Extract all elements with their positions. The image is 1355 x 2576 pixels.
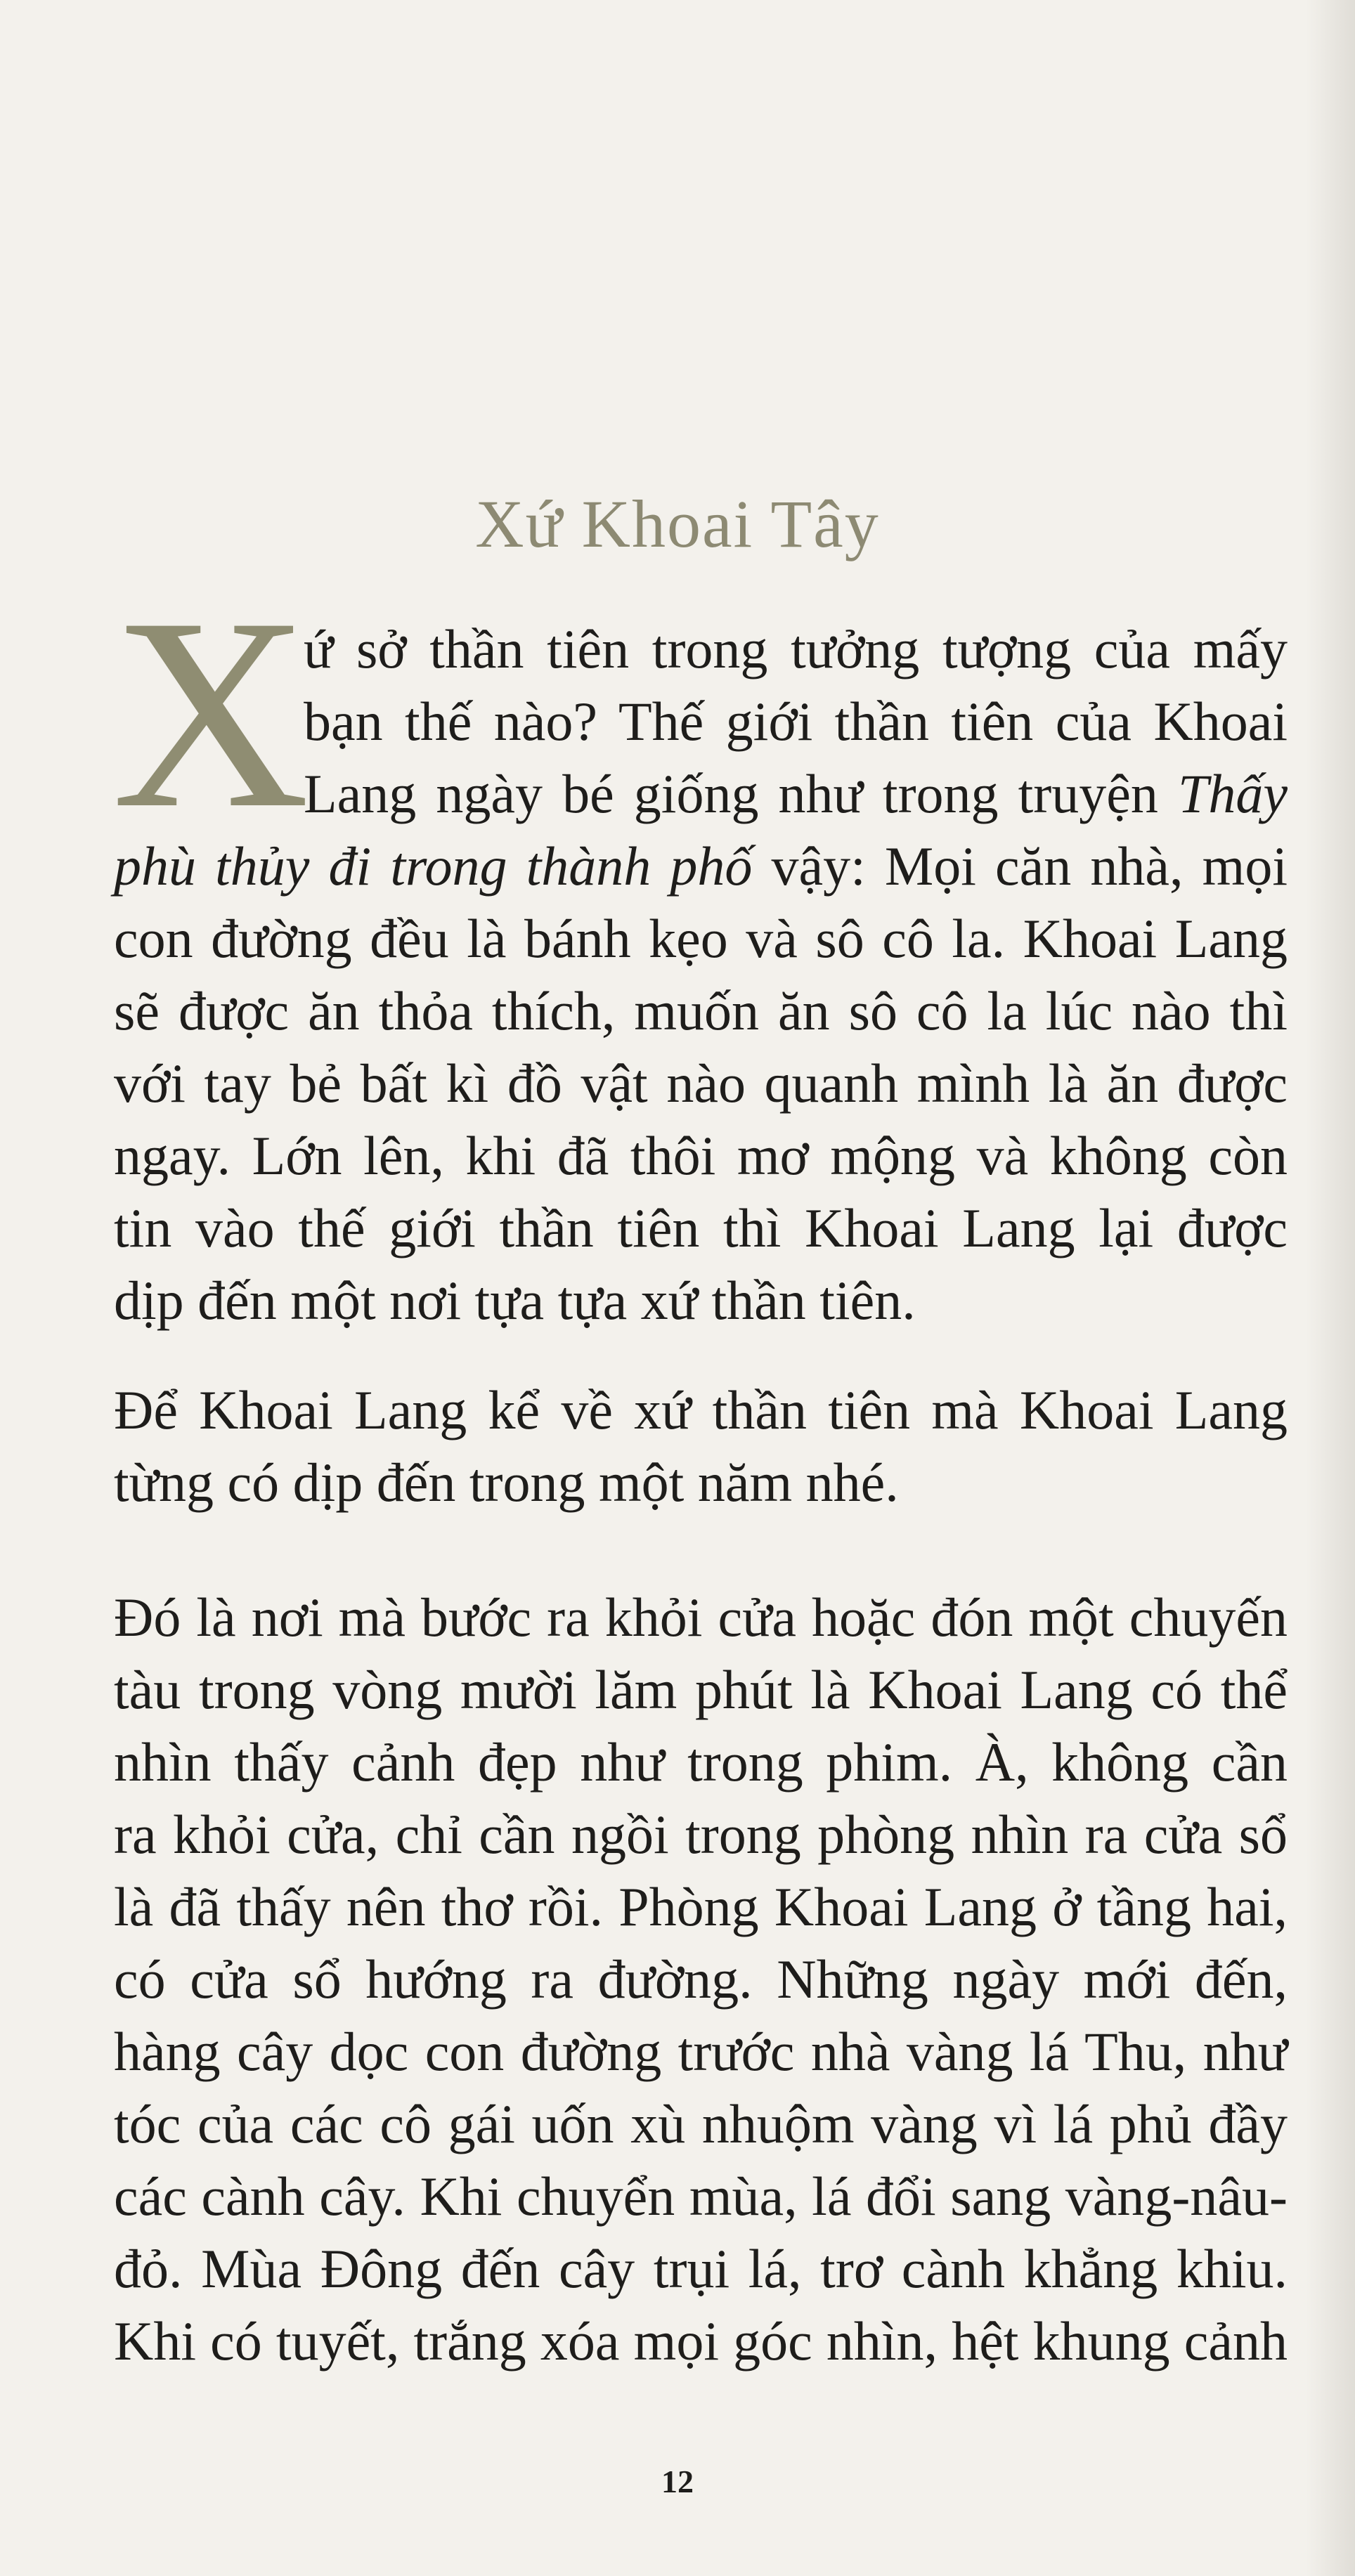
text-line: tàu trong vòng mười lăm phút là Khoai Lang có thể (114, 1659, 1288, 1720)
text-line: đỏ. Mùa Đông đến cây trụi lá, trơ cành khẳng khiu. (114, 2238, 1288, 2299)
drop-cap: X (112, 561, 310, 865)
text-line: dịp đến một nơi tựa tựa xứ thần tiên. (114, 1270, 916, 1331)
text-line: Khi có tuyết, trắng xóa mọi góc nhìn, hệt khung cảnh (114, 2310, 1288, 2372)
text-line: có cửa sổ hướng ra đường. Những ngày mới đến, (114, 1949, 1288, 2010)
text-line: với tay bẻ bất kì đồ vật nào quanh mình là ăn được (114, 1053, 1288, 1114)
text-line: sẽ được ăn thỏa thích, muốn ăn sô cô la lúc nào thì (114, 980, 1288, 1041)
text-line: từng có dịp đến trong một năm nhé. (114, 1452, 899, 1513)
text-line: ứ sở thần tiên trong tưởng tượng của mấy (304, 618, 1288, 679)
text-line: tin vào thế giới thần tiên thì Khoai Lang lại được (114, 1197, 1288, 1258)
text-line: là đã thấy nên thơ rồi. Phòng Khoai Lang ở tầng hai, (114, 1876, 1288, 1937)
text-line: nhìn thấy cảnh đẹp như trong phim. À, không cần (114, 1731, 1288, 1793)
paragraph-2 (114, 1374, 1288, 1518)
text-line: ngay. Lớn lên, khi đã thôi mơ mộng và không còn (114, 1125, 1288, 1186)
paragraph-3 (114, 1581, 1288, 2377)
text-span: vậy: Mọi căn nhà, mọi (771, 835, 1288, 897)
text-line: tóc của các cô gái uốn xù nhuộm vàng vì lá phủ đầy (114, 2093, 1288, 2154)
text-span: Lang ngày bé giống như trong truyện (304, 763, 1158, 824)
text-line: các cành cây. Khi chuyển mùa, lá đổi sang vàng-nâu- (114, 2166, 1288, 2227)
text-line: bạn thế nào? Thế giới thần tiên của Khoai (304, 691, 1288, 752)
book-title-italic: phù thủy đi trong thành phố (114, 835, 753, 897)
text-line: con đường đều là bánh kẹo và sô cô la. Khoai Lang (114, 908, 1288, 969)
text-line: Để Khoai Lang kể về xứ thần tiên mà Khoai Lang (114, 1379, 1288, 1440)
page-edge-shadow (1306, 0, 1355, 2576)
text-line: ra khỏi cửa, chỉ cần ngồi trong phòng nhìn ra cửa sổ (114, 1804, 1288, 1865)
paragraph-1 (114, 830, 1288, 1336)
text-line: hàng cây dọc con đường trước nhà vàng lá Thu, như (114, 2021, 1288, 2082)
text-line: Đó là nơi mà bước ra khỏi cửa hoặc đón một chuyến (114, 1587, 1288, 1648)
text-line (114, 830, 1288, 902)
chapter-title: Xứ Khoai Tây (475, 486, 880, 561)
page-number: 12 (661, 2464, 694, 2499)
book-title-italic: Thấy (1178, 763, 1288, 824)
paragraph-1-opening (304, 613, 1288, 830)
text-line (304, 757, 1288, 830)
